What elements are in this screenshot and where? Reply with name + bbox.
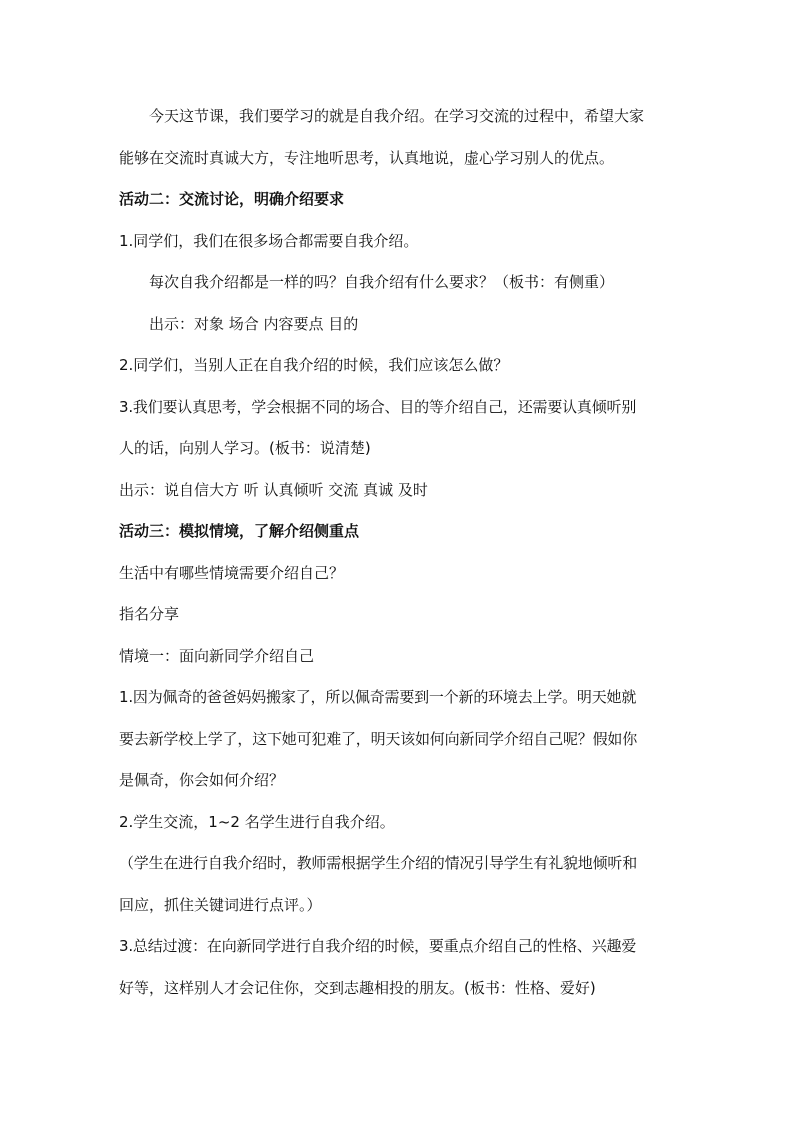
activity-two-item-2: 2.同学们，当别人正在自我介绍的时候，我们应该怎么做？ (119, 356, 509, 374)
activity-two-display-2: 出示：说自信大方 听 认真倾听 交流 真诚 及时 (119, 480, 428, 499)
activity-three-heading: 活动三：模拟情境，了解介绍侧重点 (119, 522, 360, 540)
paragraph-intro-line-1: 今天这节课，我们要学习的就是自我介绍。在学习交流的过程中，希望大家 (149, 107, 645, 125)
activity-two-question: 每次自我介绍都是一样的吗？自我介绍有什么要求？（板书：有侧重） (149, 273, 615, 291)
scenario-one-summary-line-2: 好等，这样别人才会记住你，交到志趣相投的朋友。(板书：性格、爱好) (119, 978, 596, 997)
activity-two-heading: 活动二：交流讨论，明确介绍要求 (119, 190, 345, 208)
activity-two-item-3-line-2: 人的话，向别人学习。(板书：说清楚) (119, 439, 371, 457)
activity-three-question: 生活中有哪些情境需要介绍自己？ (119, 563, 345, 582)
paragraph-intro-line-2: 能够在交流时真诚大方，专注地听思考，认真地说，虚心学习别人的优点。 (119, 148, 615, 167)
scenario-one-heading: 情境一：面向新同学介绍自己 (119, 646, 315, 665)
scenario-one-item-1-line-3: 是佩奇，你会如何介绍？ (119, 771, 285, 789)
scenario-one-item-1-line-1: 1.因为佩奇的爸爸妈妈搬家了，所以佩奇需要到一个新的环境去上学。明天她就 (119, 688, 637, 706)
lesson-text (119, 96, 679, 1009)
scenario-one-summary-line-1: 3.总结过渡：在向新同学进行自我介绍的时候，要重点介绍自己的性格、兴趣爱 (119, 937, 637, 955)
scenario-one-note-line-1: （学生在进行自我介绍时，教师需根据学生介绍的情况引导学生有礼貌地倾听和 (119, 854, 638, 872)
scenario-one-item-2: 2.学生交流，1~2 名学生进行自我介绍。 (119, 812, 395, 831)
activity-three-share: 指名分享 (119, 605, 180, 623)
activity-two-item-1: 1.同学们，我们在很多场合都需要自我介绍。 (119, 231, 419, 250)
scenario-one-note-line-2: 回应，抓住关键词进行点评。） (119, 895, 322, 914)
activity-two-display-1: 出示：对象 场合 内容要点 目的 (149, 314, 359, 333)
activity-two-item-3-line-1: 3.我们要认真思考，学会根据不同的场合、目的等介绍自己，还需要认真倾听别 (119, 397, 637, 416)
scenario-one-item-1-line-2: 要去新学校上学了，这下她可犯难了，明天该如何向新同学介绍自己呢？假如你 (119, 729, 638, 748)
